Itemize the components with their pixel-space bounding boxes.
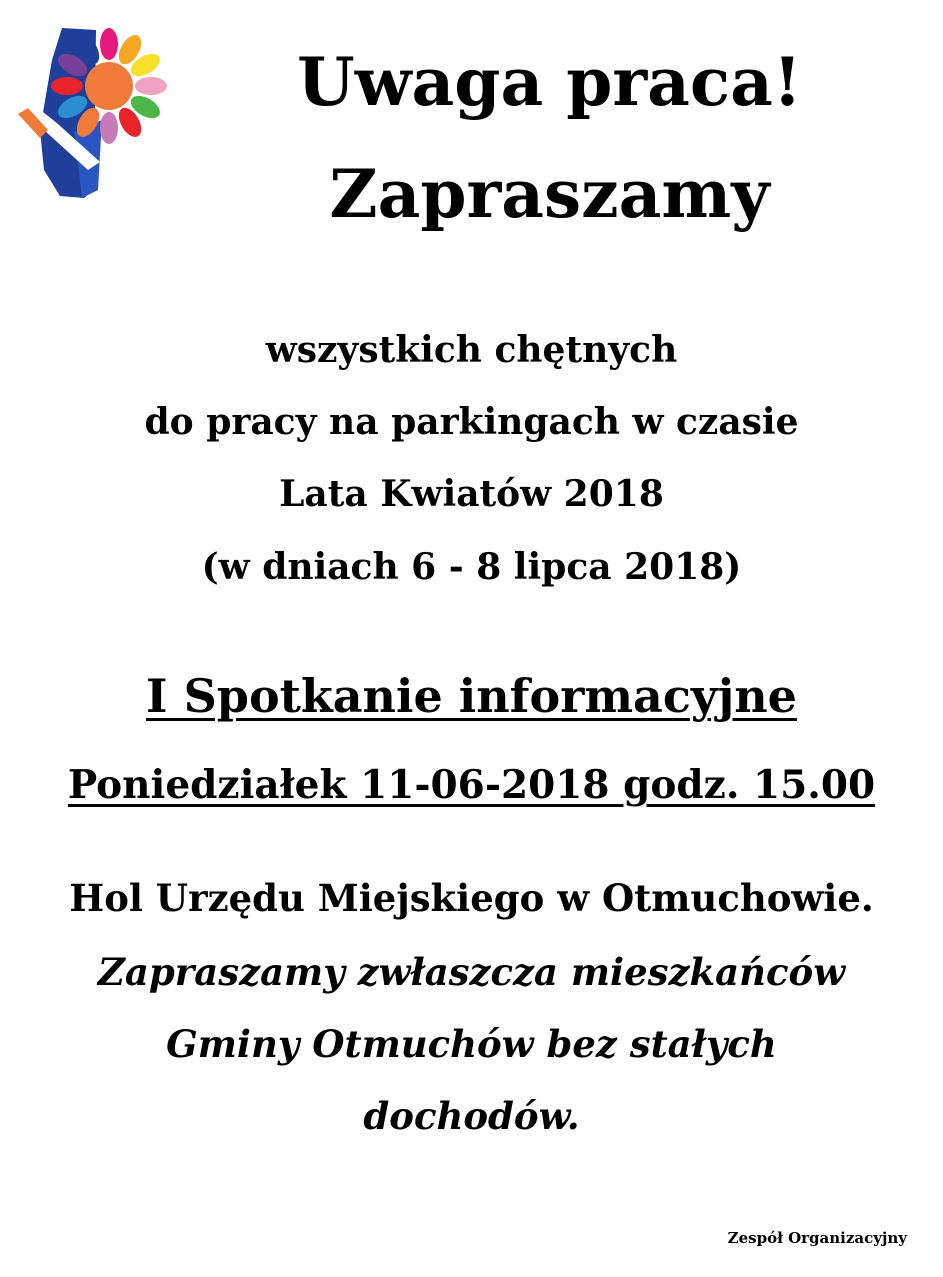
title-line-1: Uwaga praca!	[297, 43, 802, 121]
invitation-line-1: wszystkich chętnych	[265, 329, 678, 371]
note-line-2: Gminy Otmuchów bez stałych	[166, 1022, 777, 1066]
invitation-line-4: (w dniach 6 - 8 lipca 2018)	[201, 546, 742, 588]
invitation-line-2: do pracy na parkingach w czasie	[144, 401, 799, 443]
note-line-1: Zapraszamy zwłaszcza mieszkańców	[97, 950, 846, 994]
invitation-line-3: Lata Kwiatów 2018	[279, 473, 664, 515]
meeting-date-time: Poniedziałek 11-06-2018 godz. 15.00	[67, 762, 876, 808]
meeting-heading: I Spotkanie informacyjne	[146, 669, 797, 723]
meeting-place: Hol Urzędu Miejskiego w Otmuchowie.	[69, 876, 874, 920]
title-line-2: Zapraszamy	[329, 155, 770, 233]
footer-signature: Zespół Organizacyjny	[727, 1229, 907, 1247]
note-line-3: dochodów.	[363, 1094, 580, 1138]
